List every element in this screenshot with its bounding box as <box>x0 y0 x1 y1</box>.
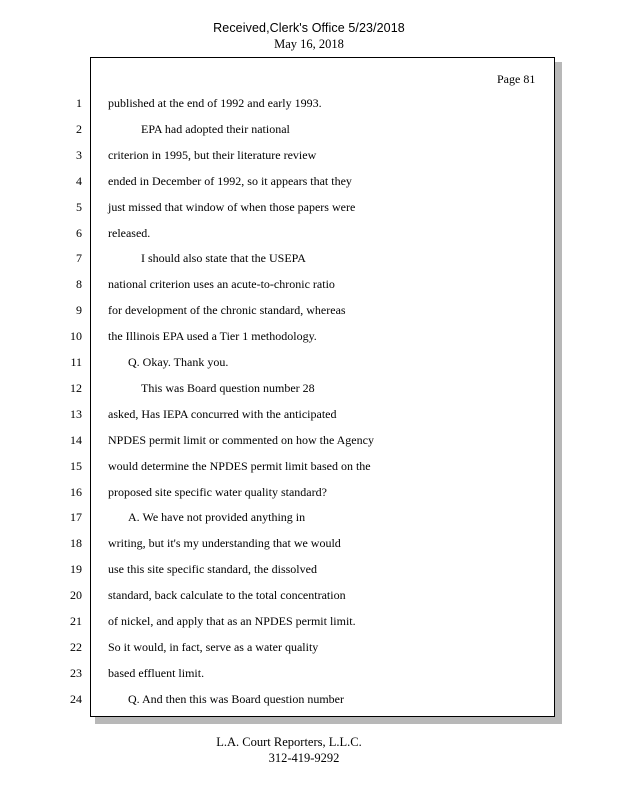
line-text: ended in December of 1992, so it appears that they <box>108 173 352 188</box>
line-number: 3 <box>76 147 82 162</box>
transcript-line <box>0 121 560 137</box>
line-text: of nickel, and apply that as an NPDES permit limit. <box>108 614 356 628</box>
transcript-line <box>0 458 560 474</box>
transcript-line <box>0 561 560 577</box>
transcript-line <box>0 354 560 370</box>
transcript-line <box>0 199 560 215</box>
line-text: Q. Okay. Thank you. <box>128 355 229 369</box>
transcript-line <box>0 406 560 422</box>
line-text: asked, Has IEPA concurred with the anticipated <box>108 406 337 421</box>
line-number: 18 <box>70 536 82 551</box>
line-number: 10 <box>70 329 82 344</box>
footer-company: L.A. Court Reporters, L.L.C. <box>216 735 362 749</box>
line-number: 22 <box>70 639 82 654</box>
line-number: 24 <box>70 691 82 706</box>
line-number: 6 <box>76 225 82 240</box>
line-text: based effluent limit. <box>108 665 205 680</box>
line-number: 20 <box>70 588 82 603</box>
line-text: just missed that window of when those papers were <box>108 199 356 214</box>
received-stamp: Received,Clerk's Office 5/23/2018 <box>213 21 405 35</box>
line-text: A. We have not provided anything in <box>128 510 306 525</box>
transcript-line <box>0 639 560 655</box>
footer-phone: 312-419-9292 <box>268 751 340 765</box>
transcript-line <box>0 484 560 500</box>
transcript-line <box>0 613 560 629</box>
line-text: proposed site specific water quality standard? <box>108 484 327 499</box>
line-number: 19 <box>70 562 82 577</box>
transcript-line <box>0 225 560 241</box>
transcript-line <box>0 147 560 163</box>
line-text: criterion in 1995, but their literature review <box>108 147 317 162</box>
line-number: 2 <box>76 121 82 136</box>
line-number: 13 <box>70 406 82 421</box>
transcript-line <box>0 276 560 292</box>
line-text: I should also state that the USEPA <box>141 251 306 266</box>
line-text: for development of the chronic standard, whereas <box>108 303 346 318</box>
transcript-line <box>0 587 560 603</box>
line-text: Q. And then this was Board question number <box>128 691 344 706</box>
line-text: This was Board question number 28 <box>141 380 315 395</box>
transcript-line <box>0 302 560 318</box>
transcript-line <box>0 535 560 551</box>
transcript-line <box>0 665 560 681</box>
line-text: standard, back calculate to the total concentration <box>108 588 346 603</box>
line-number: 16 <box>70 484 82 499</box>
transcript-line <box>0 250 560 266</box>
page-number: Page 81 <box>497 72 536 86</box>
line-number: 12 <box>70 380 82 395</box>
transcript-line <box>0 380 560 396</box>
line-text: So it would, in fact, serve as a water quality <box>108 639 319 654</box>
line-number: 23 <box>70 665 82 680</box>
transcript-line <box>0 173 560 189</box>
transcript-line <box>0 509 560 525</box>
line-text: EPA had adopted their national <box>141 121 290 136</box>
line-number: 7 <box>76 251 82 266</box>
line-text: published at the end of 1992 and early 1993. <box>108 96 322 110</box>
transcript-line <box>0 432 560 448</box>
line-text: use this site specific standard, the dissolved <box>108 562 317 577</box>
line-text: the Illinois EPA used a Tier 1 methodology. <box>108 329 317 344</box>
line-text: released. <box>108 225 151 240</box>
line-number: 14 <box>70 432 82 447</box>
line-text: would determine the NPDES permit limit based on the <box>108 458 371 473</box>
line-number: 8 <box>76 277 82 292</box>
line-number: 17 <box>70 510 82 525</box>
line-text: national criterion uses an acute-to-chronic ratio <box>108 277 335 292</box>
transcript-line <box>0 691 560 707</box>
line-number: 1 <box>76 96 82 110</box>
line-number: 21 <box>70 614 82 628</box>
line-number: 15 <box>70 458 82 473</box>
line-number: 5 <box>76 199 82 214</box>
transcript-line <box>0 95 560 111</box>
transcript-date: May 16, 2018 <box>274 37 344 51</box>
transcript-line <box>0 328 560 344</box>
line-number: 9 <box>76 303 82 318</box>
line-number: 11 <box>70 355 82 369</box>
line-text: writing, but it's my understanding that we would <box>108 536 341 551</box>
line-text: NPDES permit limit or commented on how the Agency <box>108 432 374 447</box>
line-number: 4 <box>76 173 82 188</box>
